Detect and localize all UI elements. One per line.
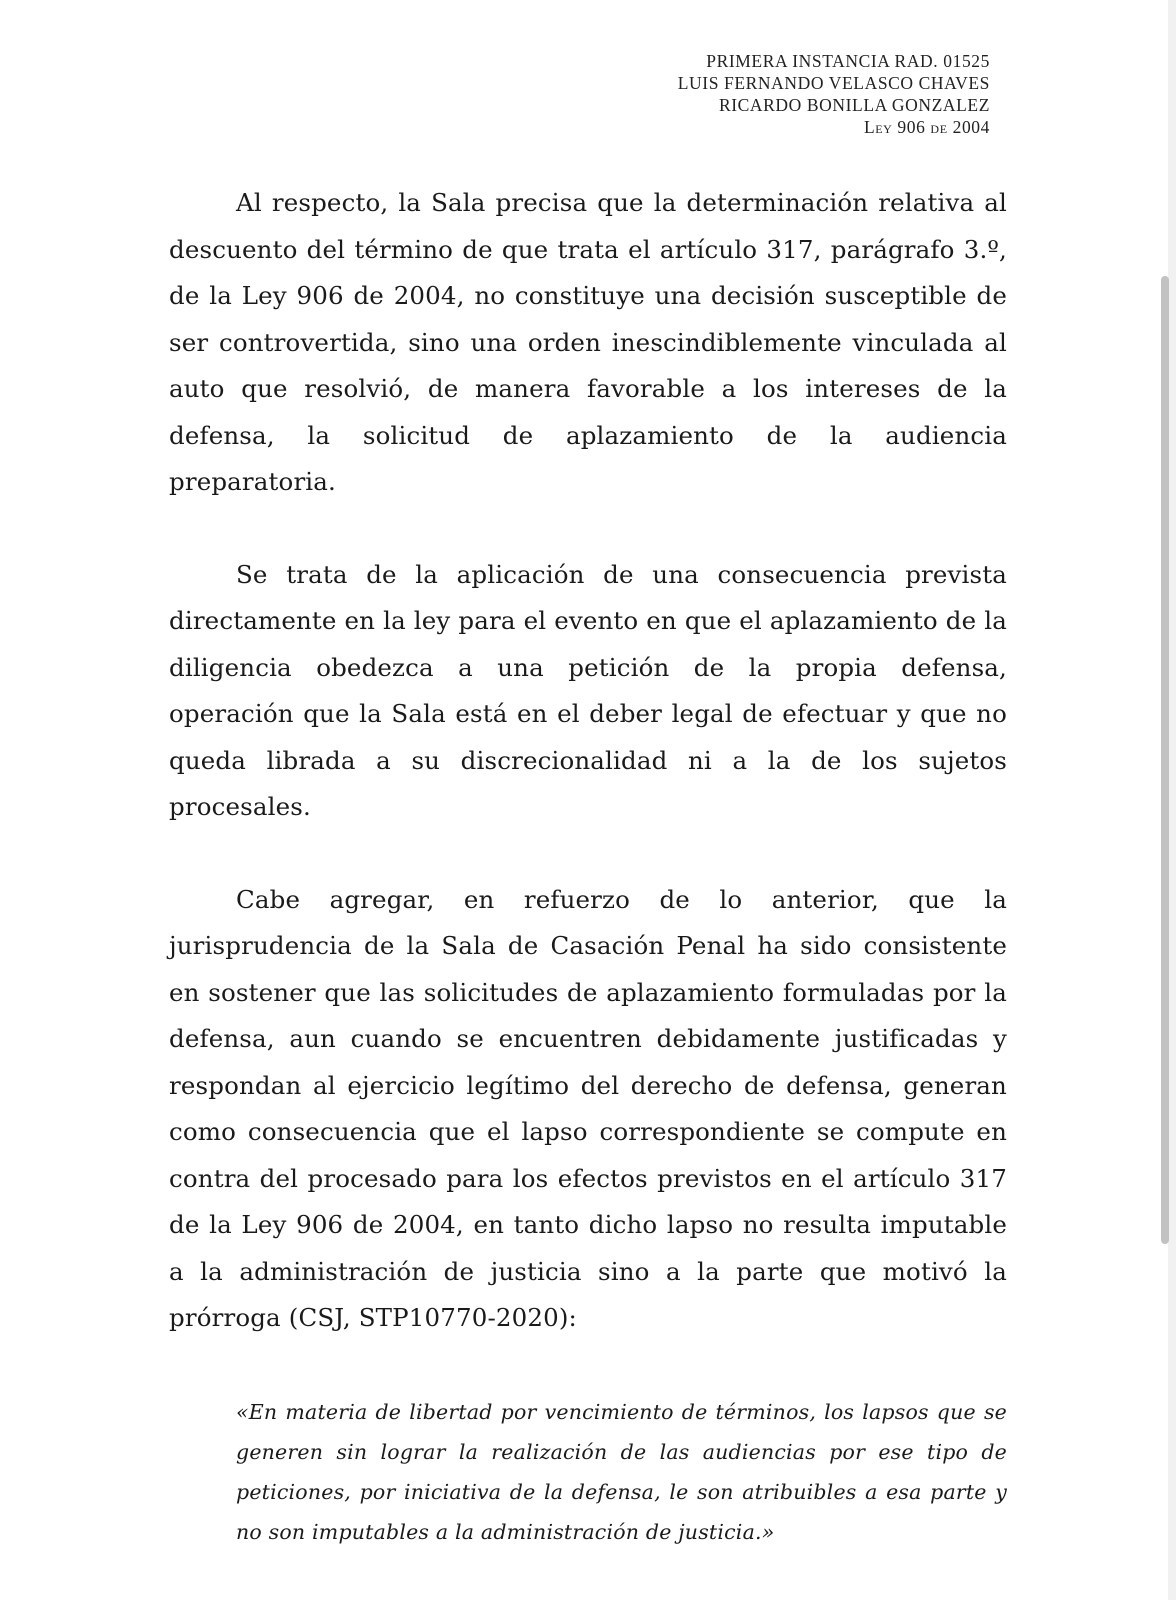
paragraph-1: Al respecto, la Sala precisa que la determinación relativa al descuento del término de que trata el artículo 317, parágrafo 3.º, de la Ley 906 de 2004, no constituye una decisión susceptible de ser controvertida, sino una orden inescindiblemente vinculada al auto que resolvió, de manera favorable a los intereses de la defensa, la solicitud de aplazamiento de la audiencia preparatoria. [169,188,1007,496]
document-header [678,50,990,138]
block-quote: «En materia de libertad por vencimiento de términos, los lapsos que se generen sin lograr la realización de las audiencias por ese tipo de peticiones, por iniciativa de la defensa, le son atribuibles a esa parte y no son imputables a la administración de justicia.» [236,1399,1007,1544]
scrollbar-thumb[interactable] [1161,276,1169,1244]
header-case-number: PRIMERA INSTANCIA RAD. 01525 [706,51,990,71]
paragraph-3: Cabe agregar, en refuerzo de lo anterior, que la jurisprudencia de la Sala de Casación Penal ha sido consistente en sostener que las solicitudes de aplazamiento formuladas por la defensa, aun cuando se encuentren debidamente justificadas y respondan al ejercicio legítimo del derecho de defensa, generan como consecuencia que el lapso correspondiente se compute en contra del procesado para los efectos previstos en el artículo 317 de la Ley 906 de 2004, en tanto dicho lapso no resulta imputable a la administración de justicia sino a la parte que motivó la prórroga (CSJ, STP10770-2020): [169,884,1007,1332]
scroll-track[interactable] [1168,0,1176,1600]
header-law: Ley 906 de 2004 [863,117,990,137]
paragraph-2: Se trata de la aplicación de una consecuencia prevista directamente en la ley para el evento en que el aplazamiento de la diligencia obedezca a una petición de la propia defensa, operación que la Sala está en el deber legal de efectuar y que no queda librada a su discrecionalidad ni a la de los sujetos procesales. [169,559,1007,821]
header-name-1: LUIS FERNANDO VELASCO CHAVES [677,73,990,93]
document-body [169,180,1007,1552]
header-name-2: RICARDO BONILLA GONZALEZ [718,95,990,115]
